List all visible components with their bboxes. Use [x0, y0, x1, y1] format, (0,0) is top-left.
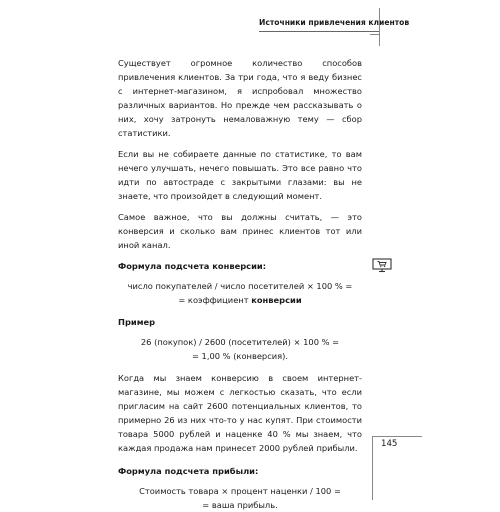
conversion-formula-line-1: число покупателей / число посетителей × 100 % =	[127, 281, 353, 291]
running-header	[245, 8, 410, 34]
conversion-formula-heading	[118, 259, 362, 273]
conversion-formula-line-2	[118, 293, 362, 307]
corner-line-horizontal	[370, 34, 380, 35]
heading-text-strong: конверсии:	[212, 261, 267, 271]
header-rule	[259, 31, 380, 32]
running-header-title: Источники привлечения клиентов	[259, 18, 410, 27]
profit-formula-line-2: = ваша прибыль.	[202, 500, 278, 510]
profit-formula-heading: Формула подсчета прибыли:	[118, 466, 259, 476]
page-number: 145	[381, 439, 398, 449]
footer-line-vertical	[372, 436, 373, 500]
example-heading: Пример	[118, 317, 156, 327]
paragraph-conversion: Самое важное, что вы должны считать, — это конверсия и сколько вам принес клиентов тот или иной канал.	[118, 212, 362, 250]
paragraph-statistics: Если вы не собираете данные по статистике, то вам нечего улучшать, нечего повышать. Это все равно что идти по автостраде с закрытыми глазами: вы не знаете, что произойдет в следующий момент.	[118, 149, 362, 201]
formula-text: = коэффициент	[178, 295, 252, 305]
example-line-1: 26 (покупок) / 2600 (посетителей) × 100 % =	[140, 337, 340, 347]
paragraph-profit: Когда мы знаем конверсию в своем интернет-магазине, мы можем с легкостью сказать, что если пригласим на сайт 2600 потенциальных клиентов, то примерно 26 из них что-то у нас купят. При стоимости товара 5000 рублей и наценке 40 % мы знаем, что каждая продажа нам принесет 2000 рублей прибыли.	[118, 373, 362, 453]
page-content	[118, 56, 362, 512]
formula-text-strong: конверсии	[251, 295, 302, 305]
example-line-2: = 1,00 % (конверсия).	[191, 351, 289, 361]
computer-cart-icon	[372, 258, 392, 273]
paragraph-intro: Существует огромное количество способов привлечения клиентов. За три года, что я веду бизнес с интернет-магазином, я испробовал множество различных вариантов. Но прежде чем рассказывать о них, хочу затронуть немаловажную тему — сбор статистики.	[118, 58, 362, 138]
corner-line-vertical	[379, 8, 380, 46]
footer-rule	[372, 436, 422, 437]
heading-text: Формула подсчета	[118, 261, 213, 271]
profit-formula-line-1: Стоимость товара × процент наценки / 100 =	[139, 486, 341, 496]
